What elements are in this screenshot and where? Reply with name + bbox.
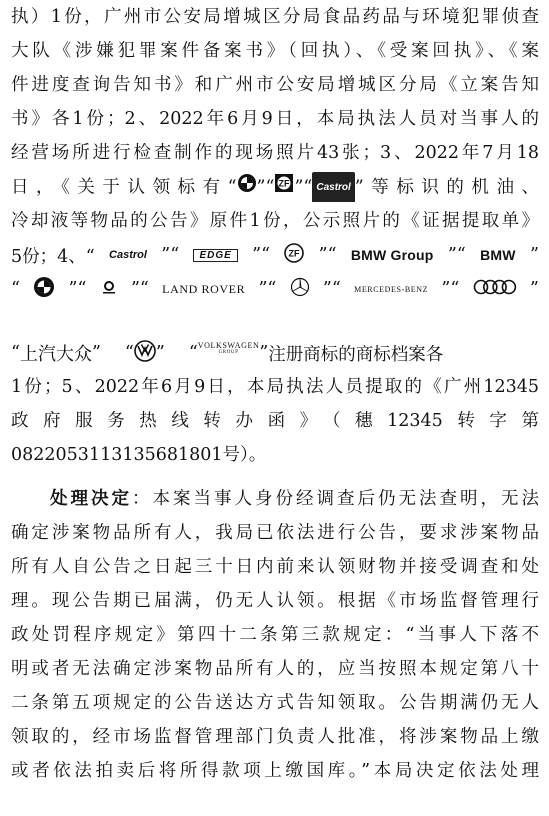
decision-line-7: 领取的，经市场监督管理部门负责人批准，将涉案物品上缴	[11, 727, 539, 747]
bmw-small-logo-icon	[100, 279, 118, 300]
quote-mark: ”	[155, 343, 165, 363]
volkswagen-group-logo	[198, 342, 260, 355]
decision-line-4: 政处罚程序规定》第四十二条第三款规定：“当事人下落不	[11, 625, 539, 645]
volkswagen-group-logo-text: VOLKSWAGEN	[197, 340, 260, 350]
decision-line-5: 明或者无法确定涉案物品所有人的，应当按照本规定第八十	[11, 659, 539, 679]
decision-line-8: 或者依法拍卖后将所得款项上缴国库。”本局决定依法处理	[11, 761, 539, 781]
text-line-6	[11, 172, 539, 202]
audi-rings-icon	[473, 279, 517, 300]
logo-line-10	[11, 336, 539, 370]
zf-circle-logo-icon	[284, 243, 304, 268]
edge-logo: EDGE	[193, 249, 237, 262]
svg-text:ZF: ZF	[278, 178, 290, 189]
bmw-group-logo-text: BMW Group	[350, 247, 434, 263]
quote-mark: ”“	[161, 245, 180, 265]
mercedes-star-icon	[290, 277, 310, 302]
line6-post: ”等标识的机油、	[354, 177, 539, 198]
mercedes-benz-logo-text: MERCEDES-BENZ	[354, 284, 429, 294]
text-line-5: 经营场所进行检查制作的现场照片43张；3、2022年7月18	[11, 143, 539, 163]
line6-mid1: ”“	[256, 177, 275, 198]
quote-mark: ”“	[258, 279, 277, 299]
line10-post: 注册商标的商标档案各	[268, 344, 444, 365]
line6-mid2: ”“	[294, 177, 313, 198]
decision-line-2: 所有人自公告之日起三十日内前来认领财物并接受调查和处	[11, 557, 539, 577]
quote-mark: “	[11, 343, 20, 363]
saic-vw-logo-text: 上汽大众	[19, 344, 92, 365]
svg-text:ZF: ZF	[288, 248, 300, 258]
logo-line-9	[11, 272, 539, 306]
decision-line-6: 二条第五项规定的公告送达方式告知领取。公告期满仍无人	[11, 693, 539, 713]
quote-mark: ”	[529, 245, 539, 265]
quote-mark: ”	[259, 343, 269, 363]
decision-first-text: ：本案当事人身份经调查后仍无法查明，无法	[132, 489, 539, 509]
text-line-2: 大队《涉嫌犯罪案件备案书》（回执）、《受案回执》、《案	[11, 41, 539, 61]
zf-logo-icon	[274, 173, 294, 202]
text-line-11: 1份；5、2022年6月9日，本局执法人员提取的《广州12345	[11, 377, 539, 397]
line8-pre: 5份；4、“	[11, 246, 95, 267]
text-line-4: 书》各1份；2、2022年6月9日，本局执法人员对当事人的	[11, 109, 539, 129]
quote-mark: ”“	[322, 279, 341, 299]
quote-mark: ”“	[252, 245, 271, 265]
text-line-3: 件进度查询告知书》和广州市公安局增城区分局《立案告知	[11, 75, 539, 95]
quote-mark: ”“	[130, 279, 149, 299]
decision-first-line	[50, 484, 539, 514]
decision-line-1: 确定涉案物品所有人，我局已依法进行公告，要求涉案物品	[11, 523, 539, 543]
text-line-12: 政府服务热线转办函》（穗12345转字第	[11, 411, 539, 431]
quote-mark: ”“	[447, 245, 466, 265]
bmw-logo-text: BMW	[480, 247, 516, 263]
quote-mark: “	[124, 343, 134, 363]
castrol-text-logo: Castrol	[109, 249, 147, 261]
quote-mark: “	[188, 343, 198, 363]
logo-line-8	[11, 238, 539, 272]
quote-mark: ”“	[318, 245, 337, 265]
quote-mark: ”“	[441, 279, 460, 299]
bmw-logo-icon	[237, 173, 257, 202]
line6-pre: 日，《关于认领标有“	[11, 177, 237, 198]
volkswagen-logo-icon	[134, 340, 156, 367]
castrol-badge-logo: Castrol	[312, 172, 354, 202]
decision-line-3: 理。现公告期已届满，仍无人认领。根据《市场监督管理行	[11, 591, 539, 611]
text-line-1: 执）1份，广州市公安局增城区分局食品药品与环境犯罪侦查	[11, 7, 539, 27]
quote-mark: ”	[529, 279, 539, 299]
volkswagen-group-logo-subtext: GROUP	[218, 349, 239, 355]
decision-label: 处理决定	[50, 489, 132, 509]
text-line-7: 冷却液等物品的公告》原件1份，公示照片的《证据提取单》	[11, 211, 539, 231]
quote-mark: “	[11, 279, 20, 299]
quote-mark: ”	[91, 343, 101, 363]
text-line-13: 0822053113135681801号）。	[11, 445, 267, 465]
quote-mark: ”“	[68, 279, 87, 299]
land-rover-logo-text: LAND ROVER	[162, 281, 246, 296]
bmw-roundel-icon	[33, 276, 55, 303]
